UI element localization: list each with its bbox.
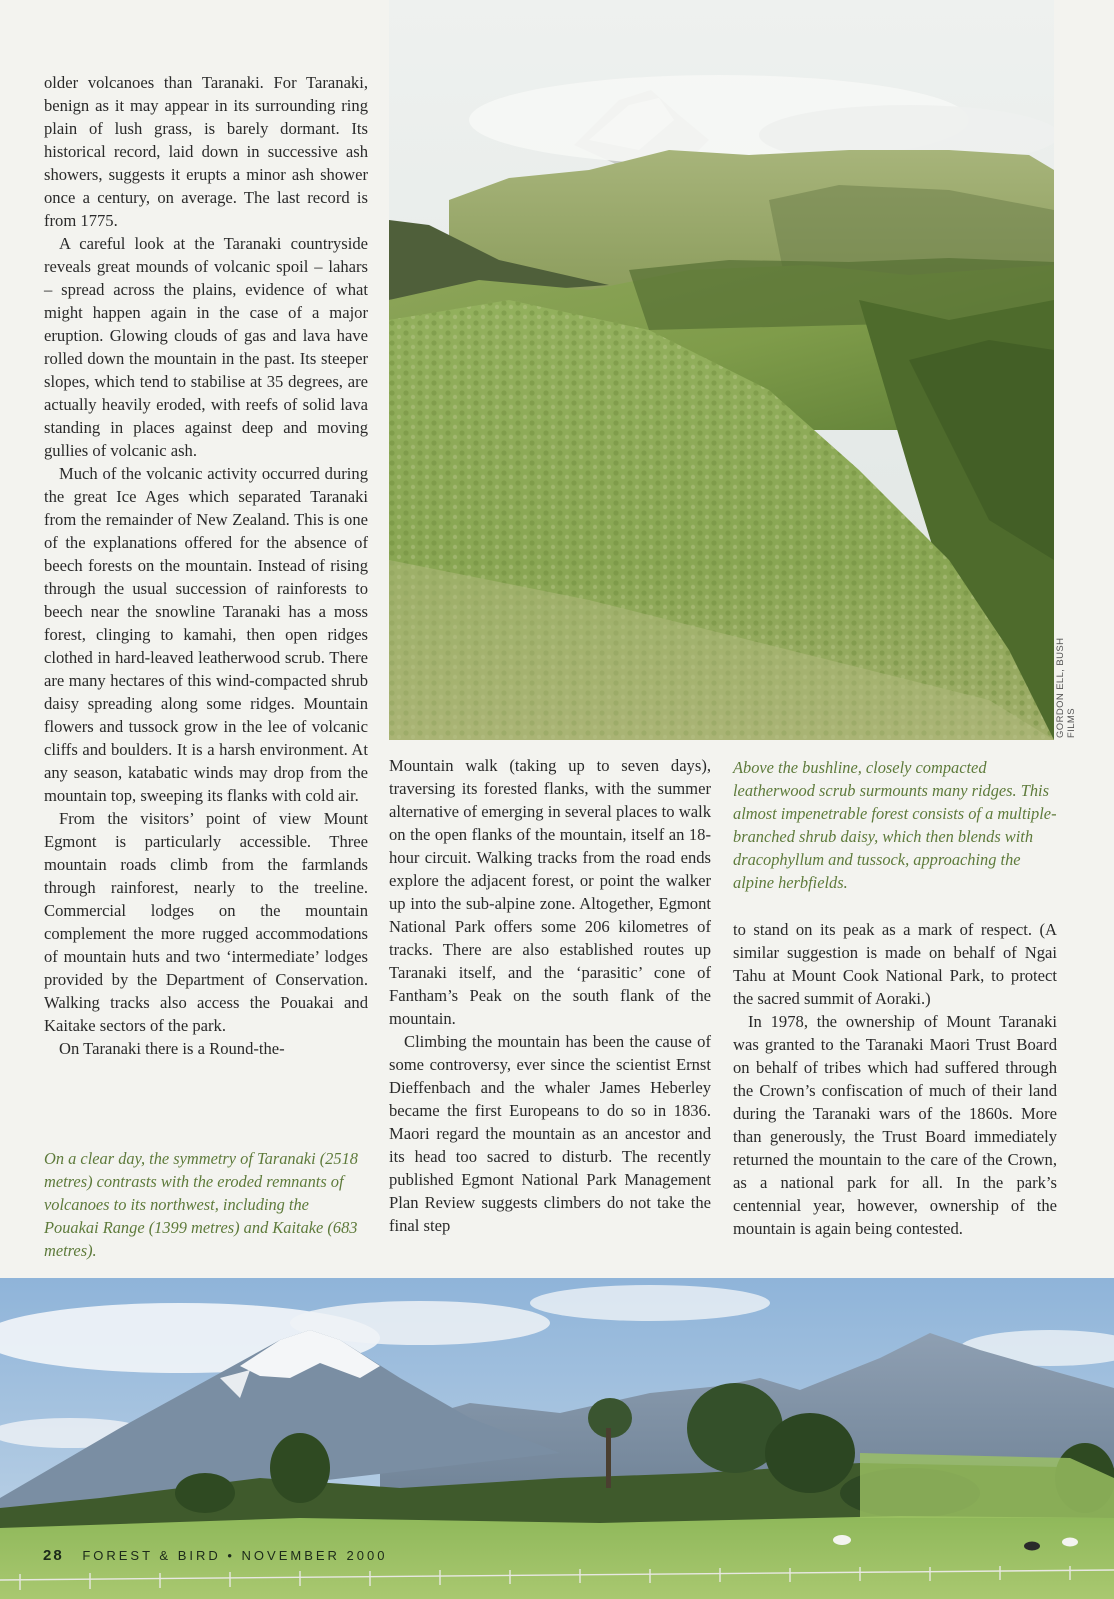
paragraph: On Taranaki there is a Round-the-	[59, 1039, 285, 1058]
publication-line: FOREST & BIRD • NOVEMBER 2000	[82, 1548, 388, 1563]
paragraph: Mountain walk (taking up to seven days), traversing its forested flanks, with the summer alternative of emerging in several places to walk on the open flanks of the mountain, itself an 18-hour circuit. Walking tracks from the road ends explore the adjacent forest, or point the walker up into the sub-alpine zone. Altogether, Egmont National Park offers some 206 kilometres of tracks. There are also established routes up Taranaki itself, and the ‘parasitic’ cone of Fantham’s Peak on the south flank of the mountain.	[389, 756, 711, 1028]
text-column-1	[44, 71, 368, 1060]
page-footer	[43, 1547, 387, 1564]
paragraph: In 1978, the ownership of Mount Taranaki was granted to the Taranaki Maori Trust Board on behalf of tribes which had suffered through the Crown’s confiscation of much of their land during the Taranaki wars of the 1860s. More than generously, the Trust Board immediately returned the mountain to the care of the Crown, as a national park for all. In the park’s centennial year, however, ownership of the mountain is again being contested.	[733, 1012, 1057, 1238]
photo-caption-top: Above the bushline, closely compacted leatherwood scrub surmounts many ridges. This almost impenetrable forest consists of a multiple-branched shrub daisy, which then blends with dracophyllum and tussock, approaching the alpine herbfields.	[733, 758, 1057, 892]
paragraph: to stand on its peak as a mark of respect. (A similar suggestion is made on behalf of Ngai Tahu at Mount Cook National Park, to protect the sacred summit of Aoraki.)	[733, 920, 1057, 1008]
mountain-scrub-illustration	[389, 0, 1054, 740]
page-number: 28	[43, 1547, 64, 1564]
photo-caption-bottom: On a clear day, the symmetry of Taranaki (2518 metres) contrasts with the eroded remnants of volcanoes to its northwest, including the Pouakai Range (1399 metres) and Kaitake (683 metres).	[44, 1149, 358, 1260]
mountain-scrub-photo	[389, 0, 1054, 740]
paragraph: Much of the volcanic activity occurred during the great Ice Ages which separated Taranaki from the remainder of New Zealand. This is one of the explanations offered for the absence of beech forests on the mountain. Instead of rising through the usual succession of rainforests to beech near the snowline Taranaki has a moss forest, clinging to kamahi, then open ridges clothed in hard-leaved leatherwood scrub. There are many hectares of this wind-compacted shrub daisy spreading along some ridges. Mountain flowers and tussock grow in the lee of volcanic cliffs and boulders. It is a harsh environment. At any season, katabatic winds may drop from the mountain top, sweeping its flanks with cold air.	[44, 464, 368, 805]
photo-credit: GORDON ELL, BUSH FILMS	[1055, 637, 1077, 738]
paragraph: From the visitors’ point of view Mount Egmont is particularly accessible. Three mountain roads climb from the farmlands through rainforest, nearly to the treeline. Commercial lodges on the mountain complement the more rugged accommodations of mountain huts and two ‘intermediate’ lodges provided by the Department of Conservation. Walking tracks also access the Pouakai and Kaitake sectors of the park.	[44, 809, 368, 1035]
paragraph: older volcanoes than Taranaki. For Taranaki, benign as it may appear in its surrounding ring plain of lush grass, is barely dormant. Its historical record, laid down in successive ash showers, suggests it erupts a minor ash shower once a century, on average. The last record is from 1775.	[44, 73, 368, 230]
paragraph: Climbing the mountain has been the cause of some controversy, ever since the scientist Ernst Dieffenbach and the whaler James Heberley became the first Europeans to do so in 1836. Maori regard the mountain as an ancestor and its head too sacred to disturb. The recently published Egmont National Park Management Plan Review suggests climbers do not take the final step	[389, 1032, 711, 1235]
text-column-2	[389, 754, 711, 1237]
paragraph: A careful look at the Taranaki countryside reveals great mounds of volcanic spoil – lahars – spread across the plains, evidence of what might happen again in the case of a major eruption. Glowing clouds of gas and lava have rolled down the mountain in the past. Its steeper slopes, which tend to stabilise at 35 degrees, are actually heavily eroded, with reefs of solid lava standing in places against deep and moving gullies of volcanic ash.	[44, 234, 368, 460]
text-column-3	[733, 918, 1057, 1240]
